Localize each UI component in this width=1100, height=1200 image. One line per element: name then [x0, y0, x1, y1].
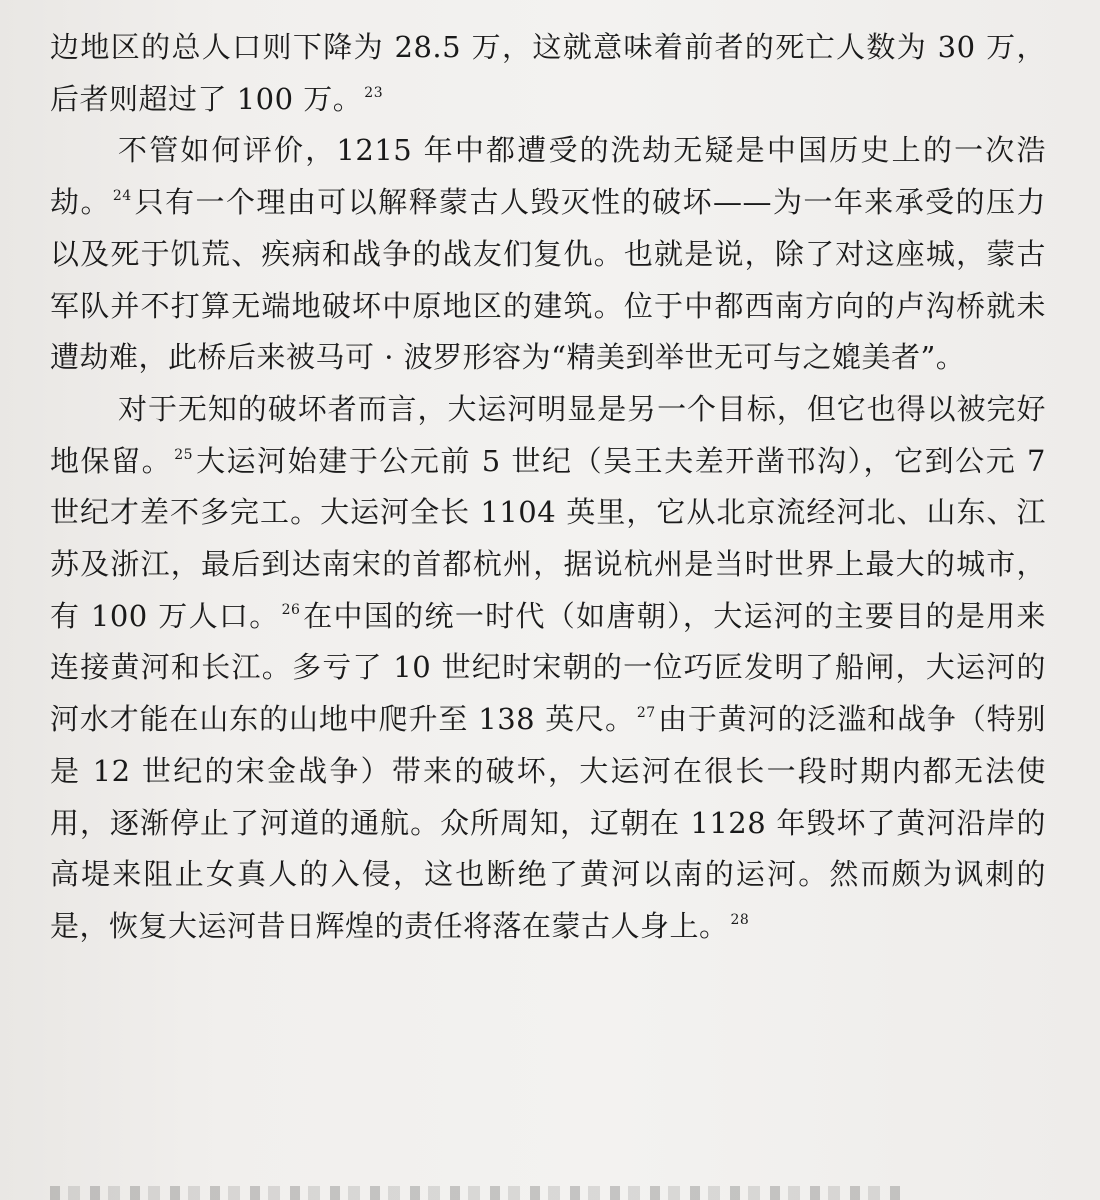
cut-off-next-line — [50, 1186, 900, 1200]
paragraph-2 — [50, 125, 1046, 384]
footnote-ref-25[interactable]: 25 — [174, 446, 194, 463]
text-segment: 只有一个理由可以解释蒙古人毁灭性的破坏——为一年来承受的压力以及死于饥荒、疾病和战争的战友们复仇。也就是说，除了对这座城，蒙古军队并不打算无端地破坏中原地区的建筑。位于中都西南方向的卢沟桥就未遭劫难，此桥后来被马可 · 波罗形容为“精美到举世无可与之媲美者”。 — [50, 185, 1046, 375]
text-segment: 边地区的总人口则下降为 28.5 万，这就意味着前者的死亡人数为 30 万，后者则超过了 100 万。 — [50, 30, 1046, 116]
text-segment: 不管如何评价，1215 年中都遭受的洗劫无疑是中国历史上的一次浩劫。 — [50, 133, 1046, 220]
text-segment: 由于黄河的泛滥和战争（特别是 12 世纪的宋金战争）带来的破坏，大运河在很长一段时期内都无法使用，逐渐停止了河道的通航。众所周知，辽朝在 1128 年毁坏了黄河沿岸的高堤来阻止女真人的入侵，这也断绝了黄河以南的运河。然而颇为讽刺的是，恢复大运河昔日辉煌的责任将落在蒙古人身上。 — [50, 702, 1046, 943]
footnote-ref-27[interactable]: 27 — [636, 705, 656, 722]
body-text — [50, 22, 1046, 953]
text-segment: 对于无知的破坏者而言，大运河明显是另一个目标，但它也得以被完好地保留。 — [50, 391, 1046, 478]
footnote-ref-28[interactable]: 28 — [730, 911, 750, 928]
footnote-ref-23[interactable]: 23 — [364, 84, 384, 101]
text-segment: 在中国的统一时代（如唐朝），大运河的主要目的是用来连接黄河和长江。多亏了 10 世纪时宋朝的一位巧匠发明了船闸，大运河的河水才能在山东的山地中爬升至 138 英尺。 — [50, 598, 1046, 737]
paragraph-3 — [50, 384, 1046, 953]
paragraph-1 — [50, 22, 1046, 125]
footnote-ref-24[interactable]: 24 — [112, 188, 132, 205]
text-segment: 大运河始建于公元前 5 世纪（吴王夫差开凿邗沟），它到公元 7 世纪才差不多完工。大运河全长 1104 英里，它从北京流经河北、山东、江苏及浙江，最后到达南宋的首都杭州，据说杭州是当时世界上最大的城市，有 100 万人口。 — [50, 443, 1046, 633]
footnote-ref-26[interactable]: 26 — [281, 601, 301, 618]
